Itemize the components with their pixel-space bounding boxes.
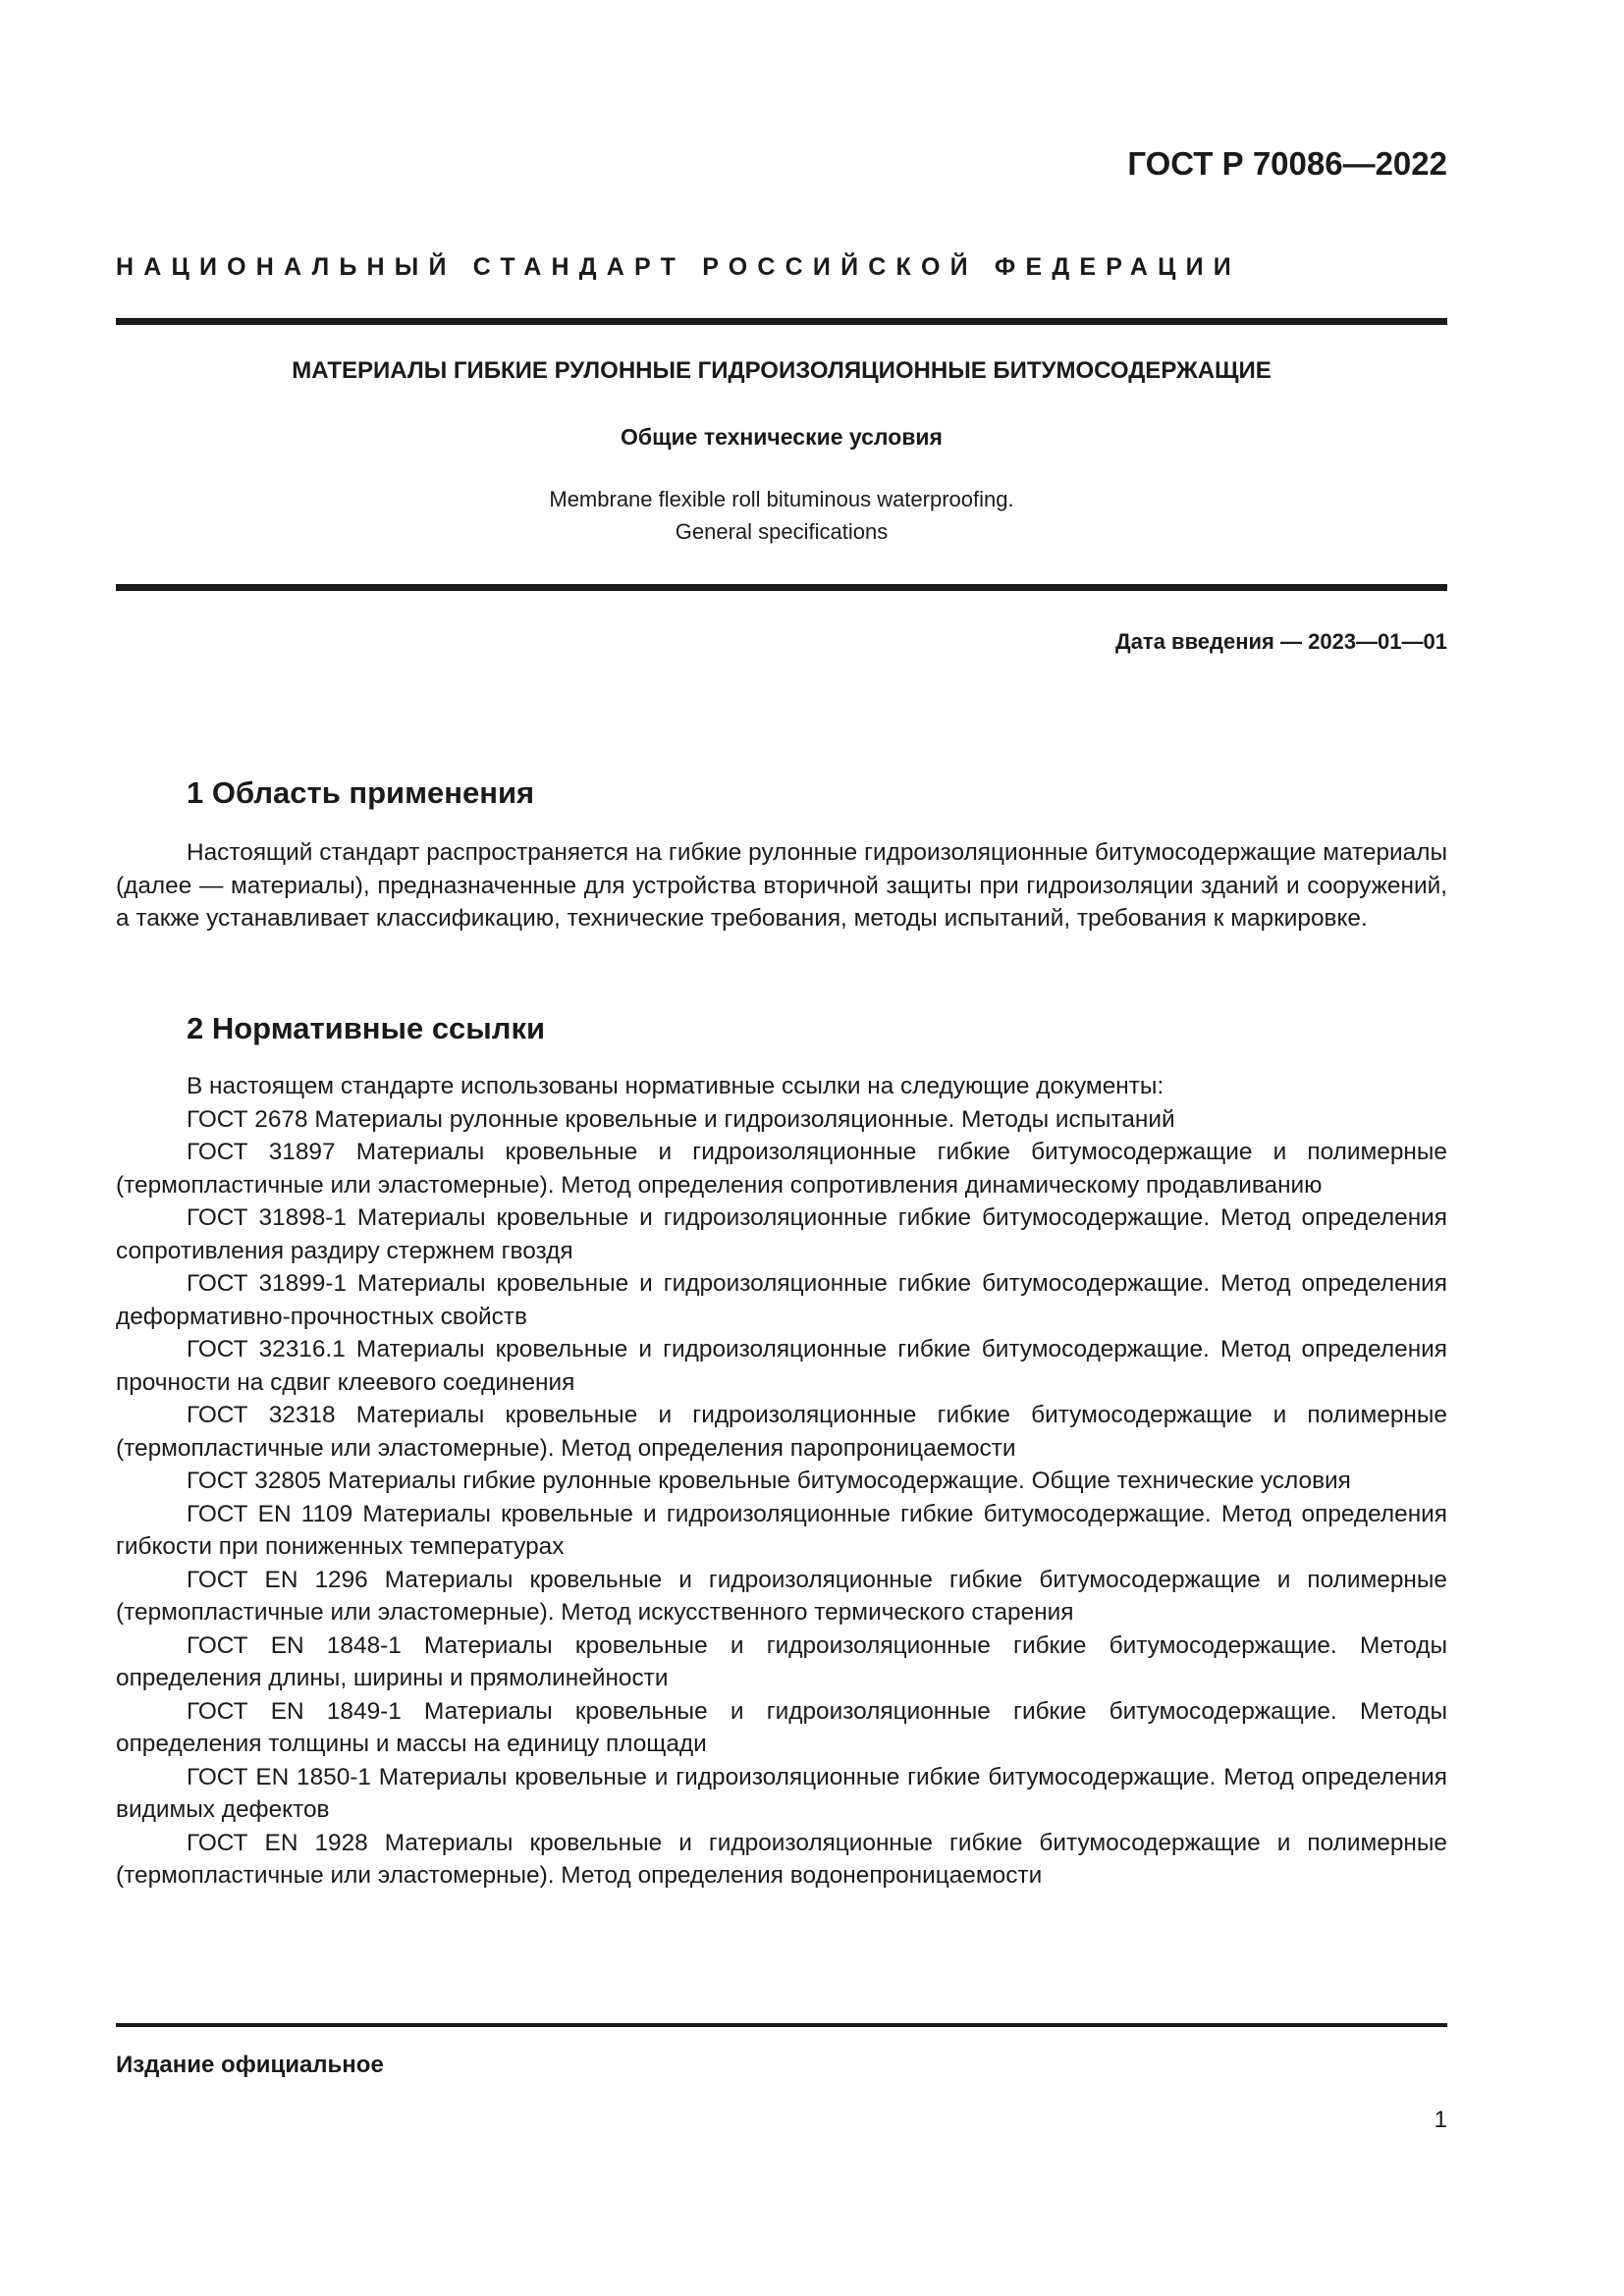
reference-item: ГОСТ EN 1928 Материалы кровельные и гидроизоляционные гибкие битумосодержащие и полимерные (термопластичные или эластомерные). Метод определения водонепроницаемости — [116, 1829, 1447, 1889]
reference-item: ГОСТ EN 1848-1 Материалы кровельные и гидроизоляционные гибкие битумосодержащие. Методы определения длины, ширины и прямолинейности — [116, 1631, 1447, 1691]
reference-item: ГОСТ 32805 Материалы гибкие рулонные кровельные битумосодержащие. Общие технические условия — [187, 1468, 1351, 1494]
top-divider — [116, 318, 1447, 325]
document-number: ГОСТ Р 70086—2022 — [1127, 145, 1447, 182]
english-title-line-1: Membrane flexible roll bituminous waterproofing. — [549, 487, 1014, 511]
title-divider — [116, 584, 1447, 591]
section-1-heading: 1 Область применения — [187, 775, 535, 810]
document-title: МАТЕРИАЛЫ ГИБКИЕ РУЛОННЫЕ ГИДРОИЗОЛЯЦИОННЫЕ БИТУМОСОДЕРЖАЩИЕ — [292, 357, 1272, 384]
section-1-body — [116, 836, 1447, 935]
introduction-date: Дата введения — 2023—01—01 — [1115, 629, 1447, 654]
reference-item: ГОСТ 2678 Материалы рулонные кровельные и гидроизоляционные. Методы испытаний — [187, 1105, 1175, 1133]
english-title — [116, 483, 1447, 548]
reference-item: ГОСТ 31898-1 Материалы кровельные и гидроизоляционные гибкие битумосодержащие. Метод определения сопротивления раздиру стержнем гвоздя — [116, 1204, 1447, 1264]
reference-item: ГОСТ EN 1849-1 Материалы кровельные и гидроизоляционные гибкие битумосодержащие. Методы определения толщины и массы на единицу площади — [116, 1697, 1447, 1757]
reference-item: ГОСТ 31897 Материалы кровельные и гидроизоляционные гибкие битумосодержащие и полимерные (термопластичные или эластомерные). Метод определения сопротивления динамическому продавливанию — [116, 1139, 1447, 1199]
normative-references-list — [116, 1070, 1447, 1893]
reference-item: ГОСТ EN 1850-1 Материалы кровельные и гидроизоляционные гибкие битумосодержащие. Метод определения видимых дефектов — [116, 1763, 1447, 1823]
reference-item: ГОСТ 32316.1 Материалы кровельные и гидроизоляционные гибкие битумосодержащие. Метод определения прочности на сдвиг клеевого соединения — [116, 1336, 1447, 1396]
page-number: 1 — [1434, 2107, 1447, 2133]
reference-item: ГОСТ EN 1296 Материалы кровельные и гидроизоляционные гибкие битумосодержащие и полимерные (термопластичные или эластомерные). Метод искусственного термического старения — [116, 1566, 1447, 1626]
footer-divider — [116, 2023, 1447, 2027]
references-intro: В настоящем стандарте использованы нормативные ссылки на следующие документы: — [187, 1073, 1164, 1099]
reference-item: ГОСТ 32318 Материалы кровельные и гидроизоляционные гибкие битумосодержащие и полимерные (термопластичные или эластомерные). Метод определения паропроницаемости — [116, 1402, 1447, 1462]
official-edition-label: Издание официальное — [116, 2052, 384, 2078]
national-standard-banner: НАЦИОНАЛЬНЫЙ СТАНДАРТ РОССИЙСКОЙ ФЕДЕРАЦИИ — [116, 253, 1241, 281]
english-title-line-2: General specifications — [675, 519, 889, 544]
reference-item: ГОСТ EN 1109 Материалы кровельные и гидроизоляционные гибкие битумосодержащие. Метод определения гибкости при пониженных температурах — [116, 1500, 1447, 1560]
scope-paragraph: Настоящий стандарт распространяется на гибкие рулонные гидроизоляционные битумосодержащие материалы (далее — материалы), предназначенные для устройства вторичной защиты при гидроизоляции зданий и сооружений, а также устанавливает классификацию, технические требования, методы испытаний, требования к маркировке. — [116, 839, 1447, 932]
section-2-heading: 2 Нормативные ссылки — [187, 1011, 546, 1045]
reference-item: ГОСТ 31899-1 Материалы кровельные и гидроизоляционные гибкие битумосодержащие. Метод определения деформативно-прочностных свойств — [116, 1270, 1447, 1330]
document-subtitle: Общие технические условия — [621, 424, 943, 450]
